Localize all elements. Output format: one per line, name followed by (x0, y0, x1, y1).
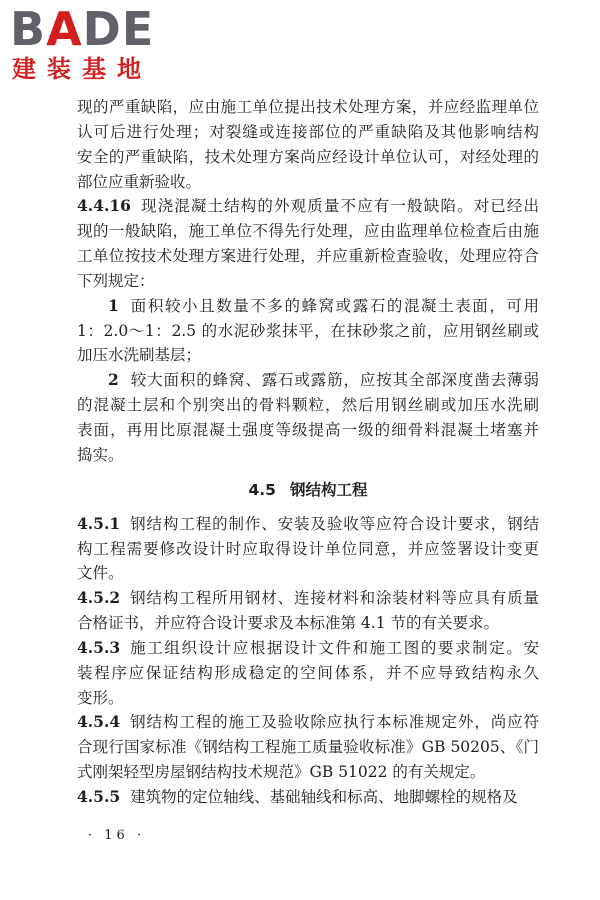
text-line (77, 443, 539, 468)
text-line (77, 760, 539, 785)
line-text: 认可后进行处理；对裂缝或连接部位的严重缺陷及其他影响结构 (77, 122, 539, 141)
logo-accent-letter: A (46, 2, 83, 56)
line-text: 较大面积的蜂窝、露石或露筋，应按其全部深度凿去薄弱 (130, 371, 539, 390)
text-line (77, 686, 539, 711)
clause-line (77, 194, 539, 219)
line-text: 表面，再用比原混凝土强度等级提高一级的细骨料混凝土堵塞并 (77, 420, 539, 439)
text-line (77, 418, 539, 443)
text-line (77, 537, 539, 562)
clause-line (77, 586, 539, 611)
line-text: 建筑物的定位轴线、基础轴线和标高、地脚螺栓的规格及 (130, 787, 518, 806)
logo-subtitle: 建装基地 (12, 55, 152, 83)
line-text: 的混凝土层和个别突出的骨料颗粒，然后用钢丝刷或加压水洗刷 (77, 396, 539, 415)
clause-line (77, 710, 539, 735)
line-text: 面积较小且数量不多的蜂窝或露石的混凝土表面，可用 (130, 296, 539, 315)
text-line (77, 120, 539, 145)
line-text: 变形。 (77, 688, 124, 707)
line-text: 式刚架轻型房屋钢结构技术规范》GB 51022 的有关规定。 (77, 763, 486, 782)
text-line (77, 611, 539, 636)
text-line (77, 244, 539, 269)
logo-wordmark: BADE (10, 2, 155, 56)
section-4-5-text (77, 512, 539, 810)
clause-number: 4.5.4 (77, 712, 121, 732)
line-text: 1：2.0～1：2.5 的水泥砂浆抹平，在抹砂浆之前，应用钢丝刷或 (77, 321, 539, 340)
line-text: 合格证书，并应符合设计要求及本标准第 4.1 节的有关要求。 (77, 614, 500, 633)
text-line (77, 393, 539, 418)
document-body (77, 95, 539, 810)
bade-logo (10, 2, 180, 86)
clause-number: 4.5.5 (77, 786, 121, 806)
line-text: 现浇混凝土结构的外观质量不应有一般缺陷。对已经出 (140, 197, 539, 216)
line-text: 部位应重新验收。 (77, 172, 202, 191)
clause-number: 4.4.16 (77, 196, 131, 216)
line-text: 捣实。 (77, 445, 124, 464)
clause-number: 4.5.3 (77, 637, 121, 657)
text-line (77, 219, 539, 244)
text-line (77, 269, 539, 294)
text-line (77, 319, 539, 344)
line-text: 现的严重缺陷，应由施工单位提出技术处理方案，并应经监理单位 (77, 98, 539, 116)
line-text: 装程序应保证结构形成稳定的空间体系，并不应导致结构永久 (77, 663, 539, 682)
line-text: 钢结构工程的制作、安装及验收等应符合设计要求，钢结 (130, 514, 539, 533)
line-text: 施工组织设计应根据设计文件和施工图的要求制定。安 (130, 638, 539, 657)
item-number: 1 (108, 295, 119, 315)
item-line (77, 368, 539, 393)
text-line (77, 735, 539, 760)
line-text: 现的一般缺陷，施工单位不得先行处理，应由监理单位检查后由施 (77, 222, 539, 241)
clause-line (77, 636, 539, 661)
line-text: 安全的严重缺陷，技术处理方案尚应经设计单位认可，对经处理的 (77, 147, 539, 166)
clause-line (77, 785, 539, 810)
line-text: 下列规定： (77, 271, 155, 290)
section-title: 钢结构工程 (289, 480, 368, 499)
section-number: 4.5 (248, 480, 276, 499)
clause-line (77, 512, 539, 537)
line-text: 钢结构工程的施工及验收除应执行本标准规定外，尚应符 (130, 713, 539, 732)
text-line (77, 170, 539, 195)
line-text: 钢结构工程所用钢材、连接材料和涂装材料等应具有质量 (130, 589, 539, 608)
section-4-4-text (77, 95, 539, 468)
item-number: 2 (108, 370, 119, 390)
item-line (77, 294, 539, 319)
page-number: · 16 · (88, 828, 146, 843)
text-line (77, 661, 539, 686)
section-heading-4-5 (77, 468, 539, 512)
clause-number: 4.5.2 (77, 588, 121, 608)
line-text: 加压水洗刷基层； (77, 346, 202, 365)
text-line (77, 561, 539, 586)
line-text: 工单位按技术处理方案进行处理，并应重新检查验收，处理应符合 (77, 247, 539, 266)
text-line (77, 95, 539, 120)
text-line (77, 145, 539, 170)
clause-number: 4.5.1 (77, 513, 121, 533)
line-text: 构工程需要修改设计时应取得设计单位同意，并应签署设计变更 (77, 539, 539, 558)
line-text: 文件。 (77, 564, 124, 583)
line-text: 合现行国家标准《钢结构工程施工质量验收标准》GB 50205、《门 (77, 738, 539, 757)
text-line (77, 343, 539, 368)
